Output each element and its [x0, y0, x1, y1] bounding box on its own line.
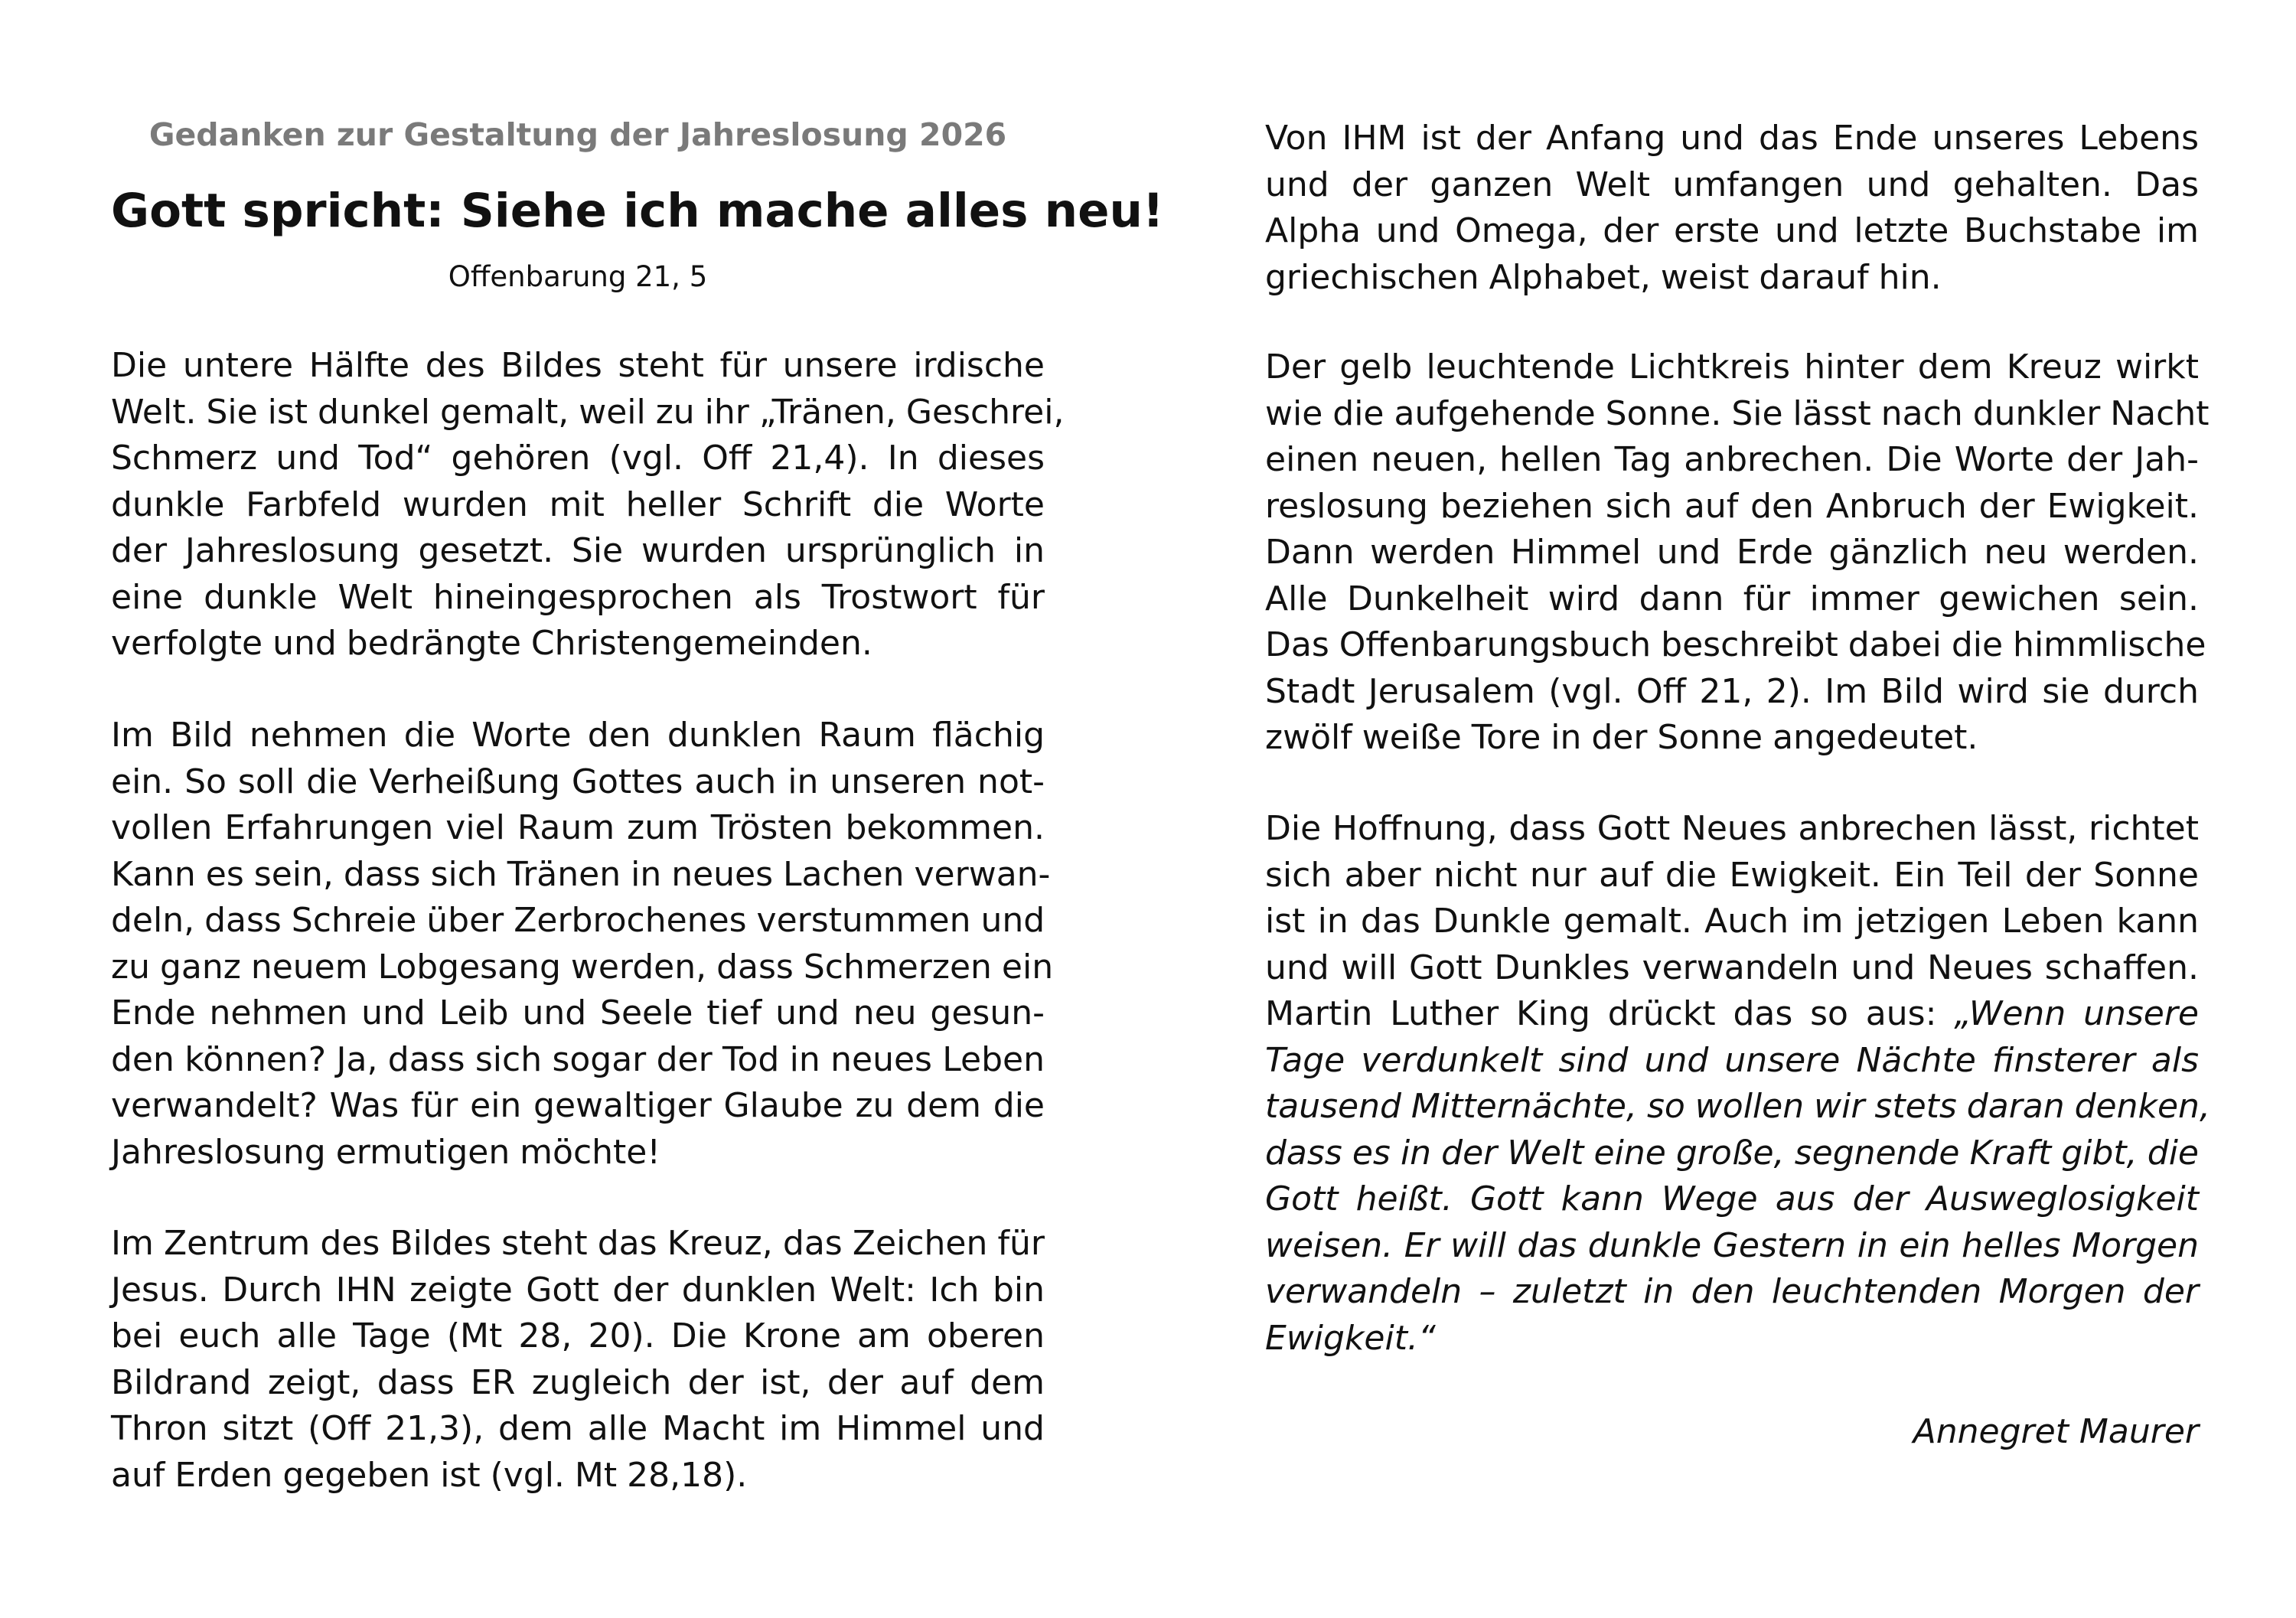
quote-line: Gott heißt. Gott kann Wege aus der Ausweglosigkeit [1265, 1179, 2199, 1218]
text-line: Im Bild nehmen die Worte den dunklen Raum flächig [111, 716, 1045, 755]
text-line: ein. So soll die Verheißung Gottes auch in unseren not- [111, 762, 1045, 801]
quote-attribution: Martin Luther King drückt das so aus: [1265, 994, 1955, 1033]
text-line: Kann es sein, dass sich Tränen in neues Lachen verwan- [111, 854, 1051, 894]
text-line-with-quote-start [1265, 991, 2199, 1038]
text-line: Jesus. Durch IHN zeigte Gott der dunklen Welt: Ich bin [111, 1270, 1045, 1310]
page-title: Gott spricht: Siehe ich mache alles neu! [111, 184, 1164, 238]
text-line: Schmerz und Tod“ gehören (vgl. Off 21,4). In dieses [111, 439, 1045, 478]
text-line: und der ganzen Welt umfangen und gehalten. Das [1265, 165, 2199, 204]
text-line: Alpha und Omega, der erste und letzte Buchstabe im [1265, 211, 2199, 250]
text-line: sich aber nicht nur auf die Ewigkeit. Ein Teil der Sonne [1265, 855, 2199, 895]
text-line: Ende nehmen und Leib und Seele tief und neu gesun- [111, 993, 1045, 1032]
text-line: bei euch alle Tage (Mt 28, 20). Die Krone am oberen [111, 1316, 1045, 1355]
text-line: und will Gott Dunkles verwandeln und Neues schaffen. [1265, 948, 2199, 987]
text-line: den können? Ja, dass sich sogar der Tod in neues Leben [111, 1039, 1045, 1079]
quote-line: Ewigkeit.“ [1265, 1318, 1436, 1358]
quote-line: verwandeln – zuletzt in den leuchtenden Morgen der [1265, 1272, 2199, 1311]
text-line: Stadt Jerusalem (vgl. Off 21, 2). Im Bild wird sie durch [1265, 671, 2199, 711]
text-line: Thron sitzt (Off 21,3), dem alle Macht im Himmel und [111, 1409, 1045, 1448]
bible-reference: Offenbarung 21, 5 [448, 260, 708, 293]
text-line: Die Hoffnung, dass Gott Neues anbrechen lässt, richtet [1265, 809, 2199, 848]
text-line: der Jahreslosung gesetzt. Sie wurden ursprünglich in [111, 531, 1045, 570]
left-paragraph-2 [111, 713, 1054, 1176]
text-line: reslosung beziehen sich auf den Anbruch der Ewigkeit. [1265, 486, 2199, 526]
text-line: dunkle Farbfeld wurden mit heller Schrift die Worte [111, 484, 1045, 524]
text-line: zu ganz neuem Lobgesang werden, dass Schmerzen ein [111, 947, 1054, 987]
quote-line: tausend Mitternächte, so wollen wir stets daran denken, [1265, 1087, 2210, 1126]
left-paragraph-3 [111, 1221, 1045, 1499]
text-line: zwölf weiße Tore in der Sonne angedeutet. [1265, 718, 1978, 757]
text-line: Bildrand zeigt, dass ER zugleich der ist, der auf dem [111, 1362, 1045, 1402]
text-line: verfolgte und bedrängte Christengemeinden. [111, 624, 872, 663]
text-line: verwandelt? Was für ein gewaltiger Glaube zu dem die [111, 1086, 1045, 1125]
text-line: Im Zentrum des Bildes steht das Kreuz, das Zeichen für [111, 1224, 1045, 1263]
text-line: wie die aufgehende Sonne. Sie lässt nach dunkler Nacht [1265, 393, 2210, 433]
text-line: griechischen Alphabet, weist darauf hin. [1265, 257, 1942, 297]
text-line: Dann werden Himmel und Erde gänzlich neu werden. [1265, 533, 2199, 572]
text-line: Der gelb leuchtende Lichtkreis hinter dem Kreuz wirkt [1265, 347, 2199, 387]
text-line: Welt. Sie ist dunkel gemalt, weil zu ihr „Tränen, Geschrei, [111, 392, 1065, 432]
quote-opening: „Wenn unsere [1954, 994, 2199, 1033]
text-line: einen neuen, hellen Tag anbrechen. Die Worte der Jah- [1265, 440, 2199, 479]
text-line: Jahreslosung ermutigen möchte! [111, 1132, 661, 1172]
text-line: auf Erden gegeben ist (vgl. Mt 28,18). [111, 1455, 748, 1495]
quote-line: dass es in der Welt eine große, segnende Kraft gibt, die [1265, 1133, 2199, 1173]
left-paragraph-1 [111, 343, 1065, 667]
text-line: eine dunkle Welt hineingesprochen als Trostwort für [111, 577, 1045, 617]
text-line: Die untere Hälfte des Bildes steht für unsere irdische [111, 346, 1045, 385]
text-line: vollen Erfahrungen viel Raum zum Trösten bekommen. [111, 808, 1045, 847]
text-line: Alle Dunkelheit wird dann für immer gewichen sein. [1265, 579, 2199, 618]
author-signature: Annegret Maurer [1913, 1412, 2199, 1451]
quote-line: weisen. Er will das dunkle Gestern in ein helles Morgen [1265, 1225, 2199, 1265]
text-line: deln, dass Schreie über Zerbrochenes verstummen und [111, 901, 1045, 940]
right-paragraph-3 [1265, 806, 2210, 1362]
text-line: Von IHM ist der Anfang und das Ende unseres Lebens [1265, 119, 2199, 158]
header-kicker: Gedanken zur Gestaltung der Jahreslosung 2026 [148, 116, 1007, 153]
right-paragraph-2 [1265, 344, 2210, 762]
text-line: Das Offenbarungsbuch beschreibt dabei die himmlische [1265, 625, 2206, 664]
text-line: ist in das Dunkle gemalt. Auch im jetzigen Leben kann [1265, 902, 2199, 941]
quote-line: Tage verdunkelt sind und unsere Nächte finsterer als [1265, 1040, 2199, 1080]
right-paragraph-1 [1265, 116, 2199, 301]
